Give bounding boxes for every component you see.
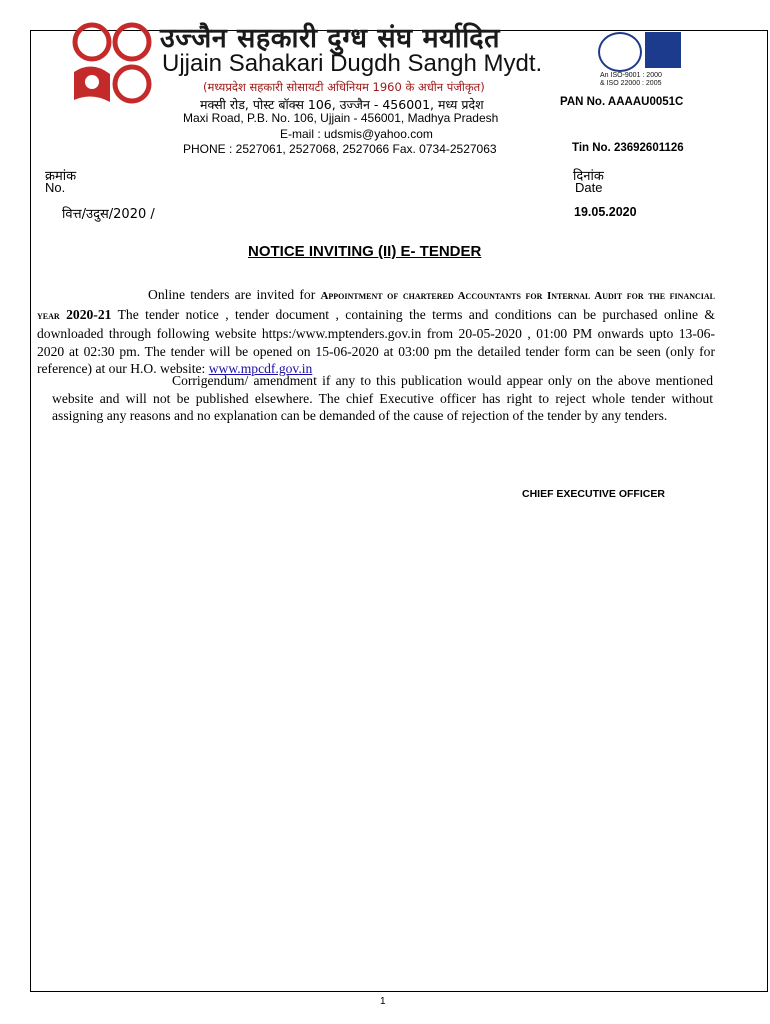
tin-number: Tin No. 23692601126 (572, 142, 684, 154)
p1-year: 2020-21 (59, 306, 112, 322)
notice-heading: NOTICE INVITING (II) E- TENDER (248, 243, 482, 260)
p1-subject: Appointment of chartered Accountants for Internal Audit for the financial year (37, 290, 716, 322)
number-label-hindi: क्रमांक (45, 169, 77, 184)
org-title-hindi: उज्जैन सहकारी दुग्ध संघ मर्यादित (160, 23, 500, 54)
website-link[interactable]: www.mpcdf.gov.in (208, 361, 313, 377)
dairy-logo-icon (70, 22, 156, 110)
phone-text: PHONE : 2527061, 2527068, 2527066 Fax. 0734-2527063 (183, 142, 497, 156)
pan-number: PAN No. AAAAU0051C (560, 96, 684, 108)
date-label-hindi: दिनांक (573, 169, 604, 184)
signatory-designation: CHIEF EXECUTIVE OFFICER (522, 488, 665, 500)
p1-intro: Online tenders are invited for (148, 287, 321, 302)
page-number: 1 (380, 996, 386, 1007)
notice-paragraph-1 (37, 286, 715, 378)
iso-certification: An ISO-9001 : 2000 & ISO 22000 : 2005 (600, 72, 662, 87)
certification-badge-icon (645, 32, 681, 68)
p1-body: The tender notice , tender document , containing the terms and conditions can be purchased online & downloaded through following website https:/www.mptenders.gov.in from 20-05-2020 , 01:00 PM onwards upto 13-06-2020 at 02:30 pm. The tender will be opened on 15-06-2020 at 03:00 pm the detailed tender form can be seen (only for reference) at our H.O. website: (37, 306, 715, 377)
reference-number: वित्त/उदुस/2020 / (62, 207, 155, 222)
email-text: E-mail : udsmis@yahoo.com (280, 127, 433, 141)
date-label-english: Date (575, 180, 603, 195)
p2-body: Corrigendum/ amendment if any to this publication would appear only on the above mentioned website and will not be published elsewhere. The chief Executive officer has right to reject whole tender without assigning any reasons and no explanation can be demanded of the cause of rejection of the tender by any tenders. (52, 373, 713, 424)
page-border (30, 30, 768, 992)
address-hindi: मक्सी रोड, पोस्ट बॉक्स 106, उज्जैन - 456001, मध्य प्रदेश (200, 97, 484, 112)
registration-note: (मध्यप्रदेश सहकारी सोसायटी अधिनियम 1960 के अधीन पंजीकृत) (203, 80, 485, 94)
notice-date: 19.05.2020 (574, 205, 637, 219)
notice-paragraph-2 (52, 372, 713, 425)
quality-seal-icon (598, 32, 642, 72)
org-title-english: Ujjain Sahakari Dugdh Sangh Mydt. (162, 50, 543, 77)
number-label-english: No. (45, 180, 66, 195)
address-english: Maxi Road, P.B. No. 106, Ujjain - 456001, Madhya Pradesh (183, 111, 499, 125)
